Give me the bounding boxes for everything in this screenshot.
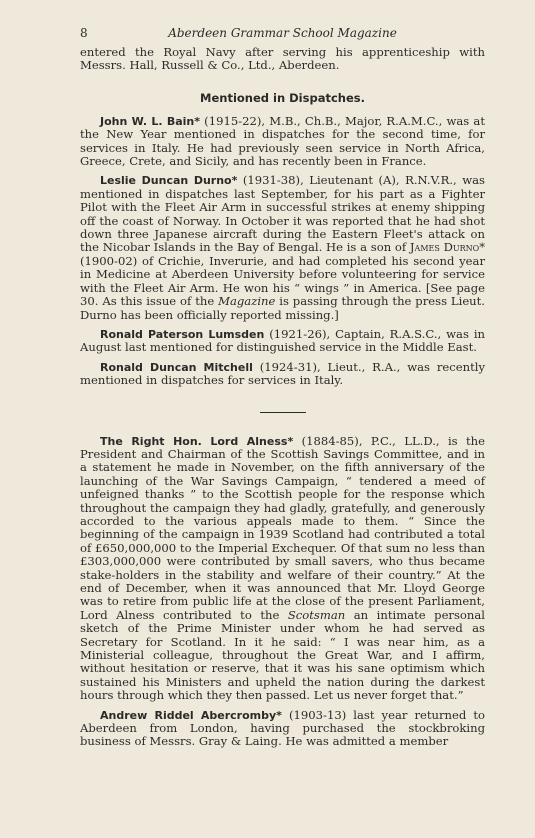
intro-paragraph: entered the Royal Navy after serving his apprenticeship with Messrs. Hall, Russell & Co., Ltd., Aberdeen. (80, 45, 485, 73)
entry-durno (80, 174, 485, 321)
section-divider (260, 412, 306, 413)
entry-alness (80, 435, 485, 703)
entry-abercromby (80, 709, 485, 749)
entry-durno-text-b: (1900-02) of Crichie, Inverurie, and had completed his second year in Medicine at Aberdeen University before volunteering for service with the Fleet Air Arm. He won his “ wings ” in America. [See page 30. As this issue of the (80, 253, 485, 309)
page-number: 8 (80, 26, 88, 40)
entry-abercromby-text: (1903-13) last year returned to Aberdeen from London, having purchased the stockbroking business of Messrs. Gray & Laing. He was admitted a member (80, 707, 486, 749)
name-abercromby: Andrew Riddel Abercromby* (100, 708, 282, 722)
magazine-italic: Magazine (218, 294, 276, 309)
name-lumsden: Ronald Paterson Lumsden (100, 327, 265, 341)
entry-mitchell (80, 361, 485, 388)
name-durno: Leslie Duncan Durno* (100, 174, 238, 188)
entry-lumsden-text: (1921-26), Captain, R.A.S.C., was in August last mentioned for distinguished service in the Middle East. (80, 326, 485, 355)
scotsman-italic: Scotsman (287, 607, 346, 622)
name-bain: John W. L. Bain* (100, 114, 201, 128)
entry-durno-text-a: (1931-38), Lieutenant (A), R.N.V.R., was mentioned in dispatches last September, for his part as a Fighter Pilot with the Fleet Air Arm in successful strikes at enemy shipping off the coast of Norway. In October it was reported that he had shot down three Japanese aircraft during the Eastern Fleet's attack on the Nicobar Islands in the Bay of Bengal. He is a son of (80, 173, 485, 255)
section-heading-dispatches: Mentioned in Dispatches. (200, 90, 365, 105)
journal-title: Aberdeen Grammar School Magazine (168, 26, 397, 40)
entry-alness-text-b: an intimate personal sketch of the Prime Minister under whom he had served as Secretary for Scotland. In it he said: “ I was near him, as a Ministerial colleague, throughout the Great War, and I affirm, without hesitation or reserve, that it was his sane optimism which sustained his Ministers and upheld the nation during the darkest hours through which they then passed. Let us never forget that.” (80, 607, 485, 703)
entry-lumsden (80, 328, 485, 355)
entry-durno-text-c: is passing through the press Lieut. Durno has been officially reported missing.] (80, 294, 485, 322)
entry-bain-text: (1915-22), M.B., Ch.B., Major, R.A.M.C., was at the New Year mentioned in dispatches for the second time, for services in Italy. He had previously seen service in North Africa, Greece, Crete, and Sicily, and has recently been in France. (80, 113, 485, 169)
running-header (80, 26, 485, 42)
entry-mitchell-text: (1924-31), Lieut., R.A., was recently mentioned in dispatches for services in Italy. (80, 359, 486, 388)
entry-bain (80, 115, 485, 169)
entry-alness-text-a: (1884-85), P.C., LL.D., is the President and Chairman of the Scottish Savings Committee, and in a statement he made in November, on the fifth anniversary of the launching of the War Savings Campaign, “ tendered a meed of unfeigned thanks ” to the Scottish people for the response which throughout the campaign they had gladly, gratefully, and generously accorded to the various appeals made to them. “ Since the beginning of the campaign in 1939 Scotland had contributed a total of £650,000,000 to the Imperial Exchequer. Of that sum no less than £303,000,000 were contributed by small savers, who thus became stake-holders in the stability and welfare of their country.” At the end of December, when it was announced that Mr. Lloyd George was to retire from public life at the close of the present Parliament, Lord Alness contributed to the (80, 433, 485, 622)
name-alness: The Right Hon. Lord Alness* (100, 434, 294, 448)
name-mitchell: Ronald Duncan Mitchell (100, 360, 253, 374)
name-james-durno: James Durno* (409, 240, 485, 255)
